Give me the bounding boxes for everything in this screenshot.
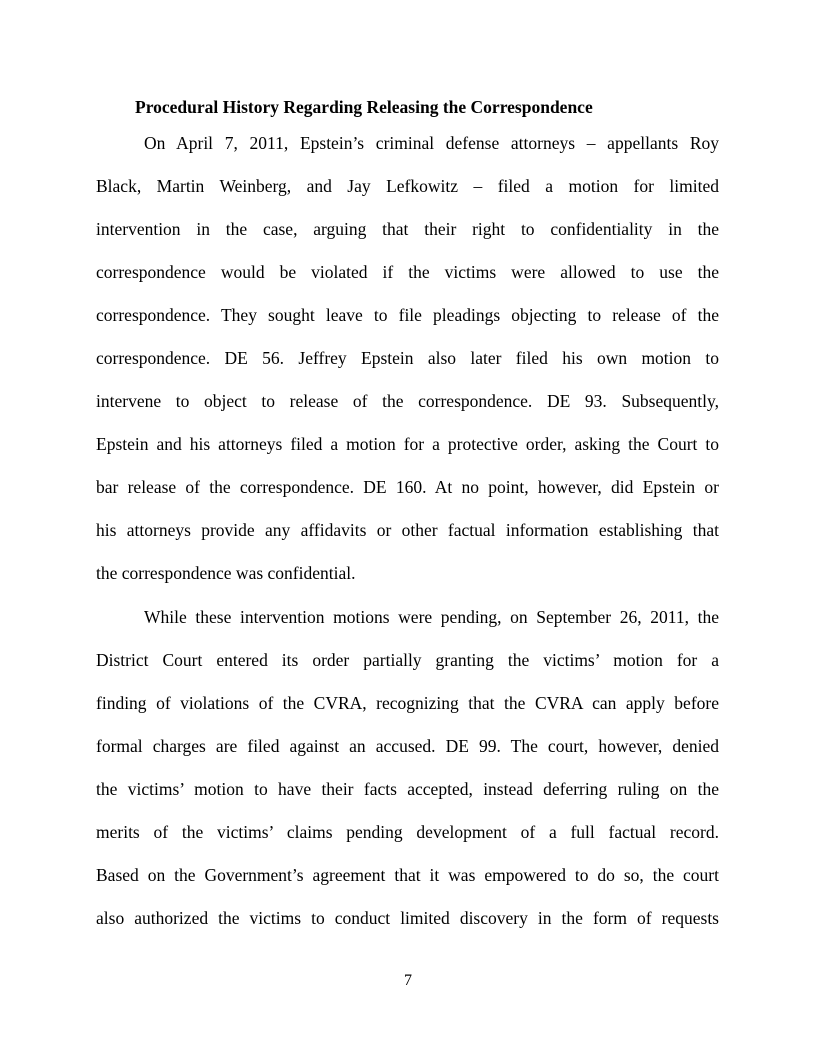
text-line: his attorneys provide any affidavits or other factual information establishing that [96, 520, 719, 540]
text-line: correspondence. They sought leave to file pleadings objecting to release of the [96, 305, 719, 325]
text-line: Based on the Government’s agreement that it was empowered to do so, the court [96, 865, 719, 885]
text-line: also authorized the victims to conduct limited discovery in the form of requests [96, 908, 719, 928]
text-line: formal charges are filed against an accused. DE 99. The court, however, denied [96, 736, 719, 756]
text-line: finding of violations of the CVRA, recognizing that the CVRA can apply before [96, 693, 719, 713]
text-line: On April 7, 2011, Epstein’s criminal defense attorneys – appellants Roy [144, 133, 719, 153]
text-line: intervention in the case, arguing that their right to confidentiality in the [96, 219, 719, 239]
text-line: District Court entered its order partially granting the victims’ motion for a [96, 650, 719, 670]
text-line: correspondence. DE 56. Jeffrey Epstein also later filed his own motion to [96, 348, 719, 368]
text-line: intervene to object to release of the correspondence. DE 93. Subsequently, [96, 391, 719, 411]
page-number: 7 [404, 972, 412, 989]
section-heading: Procedural History Regarding Releasing the Correspondence [135, 97, 593, 117]
text-line: the correspondence was confidential. [96, 563, 356, 583]
text-line: correspondence would be violated if the victims were allowed to use the [96, 262, 719, 282]
text-line: Black, Martin Weinberg, and Jay Lefkowitz – filed a motion for limited [96, 176, 719, 196]
text-line: merits of the victims’ claims pending development of a full factual record. [96, 822, 719, 842]
text-line: Epstein and his attorneys filed a motion for a protective order, asking the Court to [96, 434, 719, 454]
text-line: While these intervention motions were pending, on September 26, 2011, the [144, 607, 719, 627]
text-line: the victims’ motion to have their facts accepted, instead deferring ruling on the [96, 779, 719, 799]
text-line: bar release of the correspondence. DE 160. At no point, however, did Epstein or [96, 477, 719, 497]
